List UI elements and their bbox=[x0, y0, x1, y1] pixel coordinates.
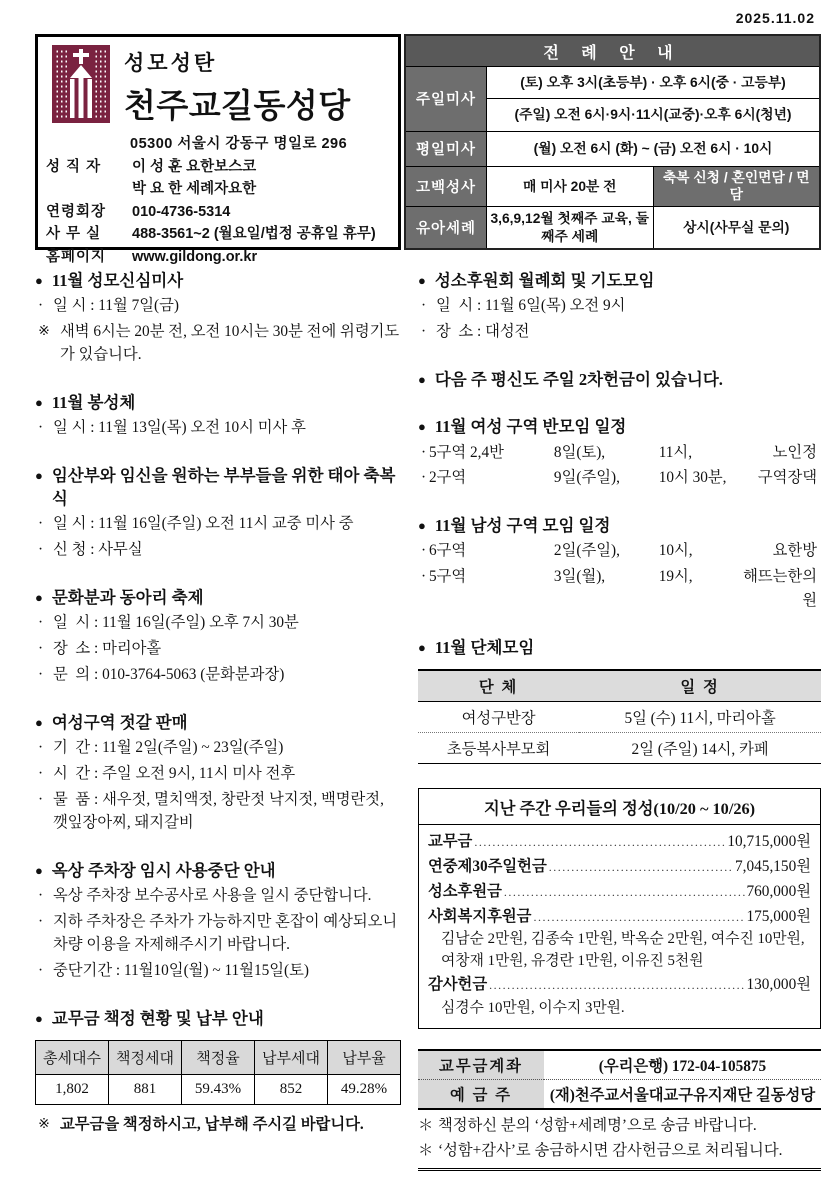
office-row bbox=[46, 223, 390, 245]
offering-line bbox=[428, 856, 811, 879]
item-text: 일 시 : 11월 6일(목) 오전 9시 bbox=[436, 297, 626, 315]
item-text: 일 시 : 11월 16일(주일) 오후 7시 30분 bbox=[53, 613, 299, 631]
section-title: 성소후원회 월례회 및 기도모임 bbox=[434, 271, 655, 290]
blessing-consult-header: 축복 신청 / 혼인면담 / 면담 bbox=[653, 167, 820, 206]
website-label: 홈페이지 bbox=[46, 248, 107, 265]
meeting-date: 3일(월), bbox=[553, 568, 606, 586]
item-bullet-icon: · bbox=[37, 297, 44, 315]
item-text: 중단기간 : 11월10일(월) ~ 11월15일(토) bbox=[53, 961, 310, 979]
weekday-mass-row bbox=[406, 131, 819, 166]
meeting-date: 9일(주일), bbox=[553, 469, 620, 487]
district-name: 5구역 2,4반 bbox=[429, 443, 504, 461]
meeting-place: 요한방 bbox=[772, 542, 817, 560]
section-vocation-meeting bbox=[418, 270, 821, 344]
item-text: 물 품 : 새우젓, 멸치액젓, 창란젓 낙지젓, 백명란젓, 깻잎장아찌, 돼지갈비 bbox=[53, 790, 388, 831]
note-mark-icon: ※ bbox=[38, 1117, 50, 1133]
note-text: 책정하신 분의 ‘성함+세례명’으로 송금 바랍니다. bbox=[438, 1116, 757, 1134]
account-holder-row bbox=[418, 1079, 821, 1109]
section-title: 교무금 책정 현황 및 납부 안내 bbox=[51, 1008, 264, 1028]
section-jeotgal-sale bbox=[35, 712, 401, 835]
dotted-leader bbox=[549, 858, 733, 876]
section-second-collection bbox=[418, 369, 821, 391]
section-bullet-icon: ● bbox=[418, 518, 426, 534]
account-number: (우리은행) 172-04-105875 bbox=[544, 1050, 821, 1080]
section-title: 옥상 주차장 임시 사용중단 안내 bbox=[51, 860, 276, 880]
fee-col-header: 총세대수 bbox=[36, 1041, 109, 1075]
section-parking-notice bbox=[35, 860, 401, 983]
section-title: 11월 여성 구역 반모임 일정 bbox=[434, 417, 627, 437]
item-bullet-icon: · bbox=[37, 739, 44, 757]
offering-line bbox=[428, 881, 811, 904]
mass-table-title: 전 례 안 내 bbox=[406, 36, 819, 66]
meeting-time: 10시, bbox=[658, 542, 693, 560]
fee-status-table bbox=[35, 1040, 401, 1105]
confession-row bbox=[406, 166, 819, 206]
table-row bbox=[36, 1075, 401, 1105]
section-fee-status bbox=[35, 1008, 401, 1137]
section-bullet-icon: ● bbox=[418, 273, 426, 288]
account-note bbox=[418, 1140, 821, 1163]
item-text: 일 시 : 11월 16일(주일) 오전 11시 교중 미사 중 bbox=[53, 514, 354, 532]
item-bullet-icon: · bbox=[37, 540, 44, 558]
infant-baptism-row bbox=[406, 206, 819, 248]
group-name: 초등복사부모회 bbox=[418, 732, 579, 763]
clergy-row bbox=[46, 156, 390, 178]
clergy-label-empty bbox=[46, 178, 132, 200]
offering-label: 성소후원금 bbox=[428, 882, 502, 900]
fee-col-header: 책정세대 bbox=[109, 1041, 182, 1075]
item-bullet-icon: · bbox=[37, 912, 44, 930]
account-label: 교무금계좌 bbox=[418, 1050, 544, 1080]
account-info-box bbox=[418, 1049, 821, 1171]
donor-detail: 심경수 10만원, 이수지 3만원. bbox=[441, 1000, 625, 1017]
meeting-place: 구역장댁 bbox=[757, 469, 817, 487]
clergy-label: 성 직 자 bbox=[46, 159, 102, 175]
sunday-mass-sunday: (주일) 오전 6시·9시·11시(교중)·오후 6시(청년) bbox=[487, 98, 819, 130]
website-url: www.gildong.or.kr bbox=[132, 248, 258, 265]
fee-cell: 49.28% bbox=[328, 1075, 401, 1105]
item-bullet-icon: · bbox=[37, 639, 44, 657]
offering-label: 사회복지후원금 bbox=[428, 907, 532, 925]
sunday-mass-label: 주일미사 bbox=[406, 67, 487, 131]
office-label: 사 무 실 bbox=[46, 226, 102, 243]
schedule-col-header: 일 정 bbox=[579, 670, 821, 702]
item-bullet-icon: · bbox=[37, 514, 44, 532]
item-bullet-icon: · bbox=[420, 469, 427, 487]
offering-line bbox=[428, 906, 811, 929]
account-table bbox=[418, 1049, 821, 1110]
second-collection-text: 다음 주 평신도 주일 2차헌금이 있습니다. bbox=[434, 370, 723, 390]
group-schedule: 5일 (수) 11시, 마리아홀 bbox=[579, 701, 821, 732]
confession-label: 고백성사 bbox=[406, 167, 487, 206]
left-column bbox=[35, 264, 401, 1171]
item-text: 신 청 : 사무실 bbox=[53, 540, 143, 558]
church-subtitle: 성모성탄 bbox=[124, 52, 218, 75]
offering-label: 교무금 bbox=[428, 832, 473, 850]
section-culture-festival bbox=[35, 587, 401, 687]
phone-row bbox=[46, 201, 390, 223]
item-text: 옥상 주차장 보수공사로 사용을 일시 중단합니다. bbox=[53, 887, 372, 905]
meeting-row bbox=[418, 539, 821, 563]
section-women-district bbox=[418, 416, 821, 490]
note-text: 교무금을 책정하시고, 납부해 주시길 바랍니다. bbox=[60, 1116, 364, 1134]
main-content bbox=[35, 264, 821, 1171]
fee-cell: 852 bbox=[255, 1075, 328, 1105]
infant-baptism-anytime: 상시(사무실 문의) bbox=[653, 207, 820, 248]
bulletin-date: 2025.11.02 bbox=[735, 10, 815, 26]
item-text: 일 시 : 11월 13일(목) 오전 10시 미사 후 bbox=[53, 419, 306, 437]
section-bullet-icon: ● bbox=[35, 1010, 43, 1026]
sunday-mass-saturday: (토) 오후 3시(초등부) · 오후 6시(중 · 고등부) bbox=[520, 75, 786, 91]
section-seongmo-mass bbox=[35, 270, 401, 367]
clergy-name-1: 이 성 훈 요한보스코 bbox=[132, 159, 257, 175]
section-title: 11월 남성 구역 모임 일정 bbox=[434, 516, 611, 536]
item-text: 기 간 : 11월 2일(주일) ~ 23일(주일) bbox=[53, 739, 284, 757]
note-mark-icon: ※ bbox=[38, 324, 50, 340]
offering-line bbox=[428, 974, 811, 997]
item-text: 일 시 : 11월 7일(금) bbox=[53, 297, 179, 315]
fee-col-header: 납부세대 bbox=[255, 1041, 328, 1075]
item-bullet-icon: · bbox=[420, 568, 427, 586]
church-title: 천주교길동성당 bbox=[124, 87, 351, 124]
meeting-place: 해뜨는한의원 bbox=[743, 568, 817, 609]
item-bullet-icon: · bbox=[420, 323, 427, 341]
group-col-header: 단 체 bbox=[418, 670, 579, 702]
offering-amount: 760,000원 bbox=[746, 882, 811, 900]
section-bullet-icon: ● bbox=[35, 273, 43, 288]
dotted-leader bbox=[504, 883, 745, 901]
church-info-box bbox=[35, 34, 401, 265]
fee-cell: 881 bbox=[109, 1075, 182, 1105]
dotted-leader bbox=[489, 976, 744, 994]
offering-label: 연중제30주일헌금 bbox=[428, 857, 547, 875]
item-text: 장 소 : 대성전 bbox=[436, 323, 530, 341]
fee-cell: 59.43% bbox=[182, 1075, 255, 1105]
table-row bbox=[418, 701, 821, 732]
section-title: 임산부와 임신을 원하는 부부들을 위한 태아 축복식 bbox=[51, 466, 396, 508]
meeting-time: 10시 30분, bbox=[658, 469, 727, 487]
item-bullet-icon: · bbox=[420, 297, 427, 315]
meeting-date: 8일(토), bbox=[553, 443, 606, 461]
right-column bbox=[418, 264, 821, 1171]
offering-label: 감사헌금 bbox=[428, 976, 488, 994]
section-title: 11월 성모신심미사 bbox=[51, 271, 184, 290]
section-bullet-icon: ● bbox=[418, 640, 426, 656]
infant-baptism-label: 유아세례 bbox=[406, 207, 487, 248]
account-notes bbox=[418, 1110, 821, 1171]
item-bullet-icon: · bbox=[37, 764, 44, 782]
section-title: 11월 봉성체 bbox=[51, 393, 136, 413]
item-bullet-icon: · bbox=[420, 542, 427, 560]
item-bullet-icon: · bbox=[37, 665, 44, 683]
phone-number: 010-4736-5314 bbox=[132, 203, 231, 220]
item-bullet-icon: · bbox=[37, 419, 44, 437]
table-header-row bbox=[418, 670, 821, 702]
item-bullet-icon: · bbox=[420, 443, 427, 461]
meeting-date: 2일(주일), bbox=[553, 542, 620, 560]
meeting-place: 노인정 bbox=[772, 443, 817, 461]
section-men-district bbox=[418, 515, 821, 612]
donor-detail: 김남순 2만원, 김종숙 1만원, 박옥순 2만원, 여수진 10만원, 여창재 1만원, 유경란 1만원, 이유진 5천원 bbox=[441, 931, 805, 969]
district-name: 5구역 bbox=[429, 568, 467, 586]
note-text: 새벽 6시는 20분 전, 오전 10시는 30분 전에 위령기도가 있습니다. bbox=[60, 323, 400, 364]
item-bullet-icon: · bbox=[37, 613, 44, 631]
item-text: 지하 주차장은 주차가 가능하지만 혼잡이 예상되오니 차량 이용을 자제해주시기 바랍니다. bbox=[53, 912, 402, 953]
offering-amount: 7,045,150원 bbox=[735, 857, 811, 875]
note-text: ‘성함+감사’로 송금하시면 감사헌금으로 처리됩니다. bbox=[438, 1141, 783, 1159]
district-name: 6구역 bbox=[429, 542, 467, 560]
offering-amount: 175,000원 bbox=[746, 907, 811, 925]
section-title: 여성구역 젓갈 판매 bbox=[51, 712, 188, 732]
account-number-row bbox=[418, 1050, 821, 1080]
table-row bbox=[418, 732, 821, 763]
section-group-meetings bbox=[418, 637, 821, 763]
fee-col-header: 납부율 bbox=[328, 1041, 401, 1075]
account-note bbox=[418, 1115, 821, 1138]
clergy-name-2: 박 요 한 세례자요한 bbox=[132, 181, 257, 198]
section-bullet-icon: ● bbox=[35, 589, 43, 605]
office-number: 488-3561~2 (월요일/법정 공휴일 휴무) bbox=[132, 226, 376, 243]
section-bullet-icon: ● bbox=[35, 714, 43, 730]
item-bullet-icon: · bbox=[37, 887, 44, 905]
church-titles bbox=[124, 45, 351, 127]
section-fetus-blessing bbox=[35, 465, 401, 561]
meeting-time: 19시, bbox=[658, 568, 693, 586]
sunday-mass-row bbox=[406, 66, 819, 131]
church-logo-icon bbox=[52, 45, 110, 123]
group-meetings-table bbox=[418, 669, 821, 764]
item-text: 시 간 : 주일 오전 9시, 11시 미사 전후 bbox=[53, 764, 296, 782]
meeting-row bbox=[418, 441, 821, 465]
church-identity bbox=[52, 45, 390, 127]
holder-name: (재)천주교서울대교구유지재단 길동성당 bbox=[544, 1079, 821, 1109]
table-header-row bbox=[36, 1041, 401, 1075]
clergy-row-2 bbox=[46, 178, 390, 200]
section-bullet-icon: ● bbox=[35, 395, 43, 411]
meeting-row bbox=[418, 466, 821, 490]
star-mark-icon: ＊ bbox=[418, 1116, 434, 1134]
offering-amount: 10,715,000원 bbox=[727, 832, 811, 850]
church-cross-icon bbox=[65, 48, 97, 120]
section-bullet-icon: ● bbox=[35, 862, 43, 878]
item-text: 문 의 : 010-3764-5063 (문화분과장) bbox=[53, 665, 285, 683]
item-bullet-icon: · bbox=[37, 961, 44, 979]
offering-title: 지난 주간 우리들의 정성(10/20 ~ 10/26) bbox=[419, 789, 820, 825]
meeting-row bbox=[418, 565, 821, 612]
offering-amount: 130,000원 bbox=[746, 976, 811, 994]
section-title: 문화분과 동아리 축제 bbox=[51, 587, 204, 607]
header bbox=[35, 34, 821, 265]
offering-line bbox=[428, 831, 811, 854]
infant-baptism-schedule: 3,6,9,12월 첫째주 교육, 둘째주 세례 bbox=[490, 211, 649, 244]
star-mark-icon: ＊ bbox=[418, 1141, 434, 1159]
confession-time: 매 미사 20분 전 bbox=[523, 178, 617, 194]
weekday-mass-label: 평일미사 bbox=[406, 132, 487, 166]
phone-label: 연령회장 bbox=[46, 203, 107, 220]
item-bullet-icon: · bbox=[37, 790, 44, 808]
district-name: 2구역 bbox=[429, 469, 467, 487]
meeting-time: 11시, bbox=[658, 443, 693, 461]
fee-col-header: 책정율 bbox=[182, 1041, 255, 1075]
item-text: 장 소 : 마리아홀 bbox=[53, 639, 162, 657]
section-bullet-icon: ● bbox=[418, 372, 426, 388]
dotted-leader bbox=[533, 908, 744, 926]
section-title: 11월 단체모임 bbox=[434, 638, 535, 658]
church-address: 05300 서울시 강동구 명일로 296 bbox=[130, 136, 348, 152]
group-name: 여성구반장 bbox=[418, 701, 579, 732]
section-bullet-icon: ● bbox=[35, 468, 43, 484]
mass-schedule-table bbox=[404, 34, 821, 250]
weekday-mass-times: (월) 오전 6시 (화) ~ (금) 오전 6시 · 10시 bbox=[533, 141, 773, 157]
section-bullet-icon: ● bbox=[418, 419, 426, 435]
group-schedule: 2일 (주일) 14시, 카페 bbox=[579, 732, 821, 763]
section-bongseongche bbox=[35, 392, 401, 440]
fee-cell: 1,802 bbox=[36, 1075, 109, 1105]
weekly-offering-box bbox=[418, 788, 821, 1029]
dotted-leader bbox=[474, 833, 725, 851]
holder-label: 예 금 주 bbox=[418, 1079, 544, 1109]
